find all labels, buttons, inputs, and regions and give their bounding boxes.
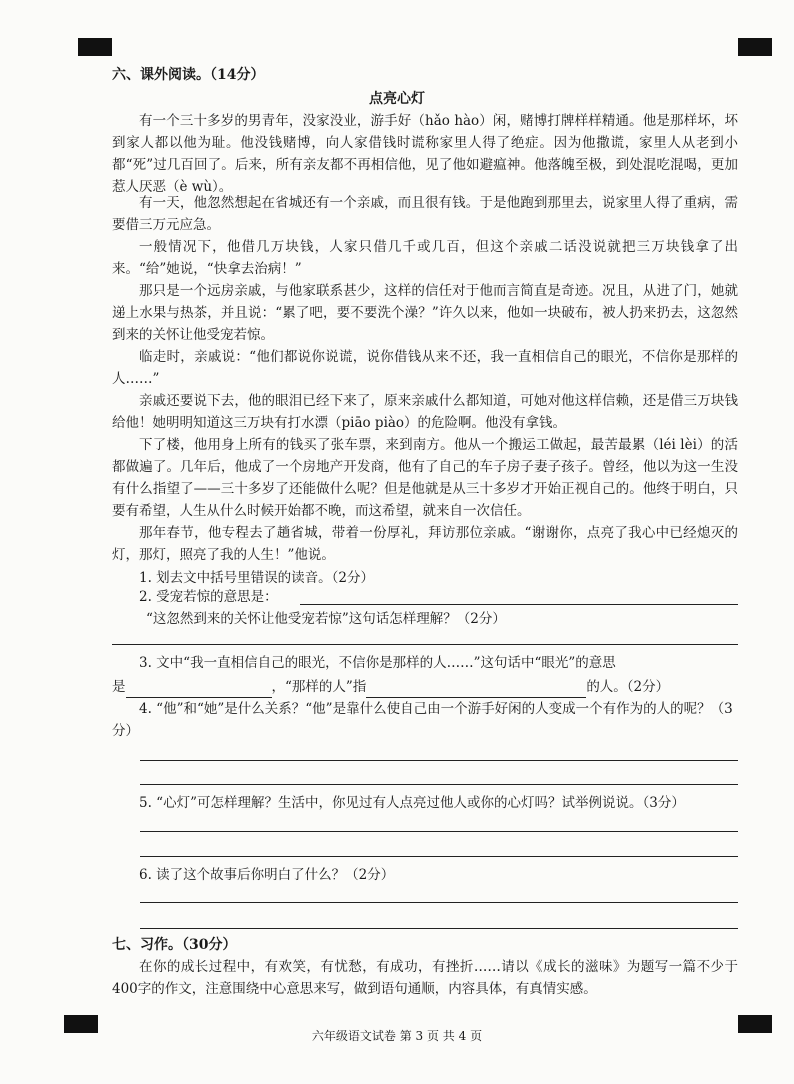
question-6: 6. 读了这个故事后你明白了什么？（2分） [139,867,395,883]
answer-line-q4-1[interactable] [140,760,738,761]
paragraph-3: 一般情况下，他借几万块钱，人家只借几千或几百，但这个亲戚二话没说就把三万块钱拿了出来。“给”她说，“快拿去治病！” [112,239,738,277]
answer-line-q4-2[interactable] [140,784,738,785]
question-3b-prefix: 是 [112,679,126,695]
paragraph-8: 那年春节，他专程去了趟省城，带着一份厚礼，拜访那位亲戚。“谢谢你，点亮了我心中已经熄灭的灯，那灯，照亮了我的人生！”他说。 [112,525,738,563]
section-6-heading: 六、课外阅读。（14分） [112,67,265,83]
question-5: 5. “心灯”可怎样理解？生活中，你见过有人点亮过他人或你的心灯吗？试举例说说。（3分） [139,795,685,811]
story-title: 点亮心灯 [369,91,425,107]
answer-line-q5-1[interactable] [140,831,738,832]
paragraph-7: 下了楼，他用身上所有的钱买了张车票，来到南方。他从一个搬运工做起，最苦最累（léi lèi）的活都做遍了。几年后，他成了一个房地产开发商，他有了自己的车子房子妻子孩子。曾经，他以为这一生没有什么指望了——三十多岁了还能做什么呢？但是他就是从三十多岁才开始正视自己的。他终于明白，只要有希望，人生从什么时候开始都不晚，而这希望，就来自一次信任。 [112,437,738,519]
registration-mark-top-left [78,38,112,56]
composition-prompt: 在你的成长过程中，有欢笑，有忧愁，有成功，有挫折……请以《成长的滋味》为题写一篇不少于400字的作文，注意围绕中心意思来写，做到语句通顺，内容具体，有真情实感。 [112,959,738,997]
question-3b-middle: ，“那样的人”指 [271,679,367,695]
question-3a: 3. 文中“我一直相信自己的眼光，不信你是那样的人……”这句话中“眼光”的意思 [139,655,616,671]
answer-blank-q3-that-person[interactable] [366,683,586,698]
question-1: 1. 划去文中括号里错误的读音。（2分） [139,570,375,586]
answer-line-q2-meaning[interactable] [300,604,738,605]
answer-line-q2b[interactable] [112,644,738,645]
registration-mark-top-right [738,38,772,56]
paragraph-5: 临走时，亲戚说：“他们都说你说谎，说你借钱从来不还，我一直相信自己的眼光，不信你是那样的人……” [112,349,738,387]
answer-line-q6-2[interactable] [140,928,738,929]
paragraph-4: 那只是一个远房亲戚，与他家联系甚少，这样的信任对于他而言简直是奇迹。况且，从进了门，她就递上水果与热茶，并且说：“累了吧，要不要洗个澡？”许久以来，他如一块破布，被人扔来扔去，这忽然到来的关怀让他受宠若惊。 [112,283,738,343]
question-2-text: 2. 受宠若惊的意思是： [139,589,278,605]
answer-line-q5-2[interactable] [140,856,738,857]
paragraph-1: 有一个三十多岁的男青年，没家没业，游手好（hǎo hào）闲，赌博打牌样样精通。他是那样坏，坏到家人都以他为耻。他没钱赌博，向人家借钱时谎称家里人得了绝症。因为他撒谎，家里人从老到小都“死”过几百回了。后来，所有亲友都不再相信他，见了他如避瘟神。他落魄至极，到处混吃混喝，更加惹人厌恶（è wù）。 [112,113,738,195]
question-3b-suffix: 的人。（2分） [586,679,670,695]
answer-blank-q3-vision[interactable] [126,683,272,698]
page-footer: 六年级语文试卷 第 3 页 共 4 页 [311,1029,483,1043]
paragraph-6: 亲戚还要说下去，他的眼泪已经下来了，原来亲戚什么都知道，可她对他这样信赖，还是借三万块钱给他！她明明知道这三万块有打水漂（piāo piào）的危险啊。他没有拿钱。 [112,393,738,431]
question-4: 4. “他”和“她”是什么关系？“他”是靠什么使自己由一个游手好闲的人变成一个有作为的人的呢？（3分） [112,701,733,739]
paragraph-2: 有一天，他忽然想起在省城还有一个亲戚，而且很有钱。于是他跑到那里去，说家里人得了重病，需要借三万元应急。 [112,195,738,233]
question-2b: “这忽然到来的关怀让他受宠若惊”这句话怎样理解？（2分） [146,611,506,627]
section-7-heading: 七、习作。（30分） [112,937,237,953]
answer-line-q6-1[interactable] [140,902,738,903]
question-3b [112,676,738,698]
